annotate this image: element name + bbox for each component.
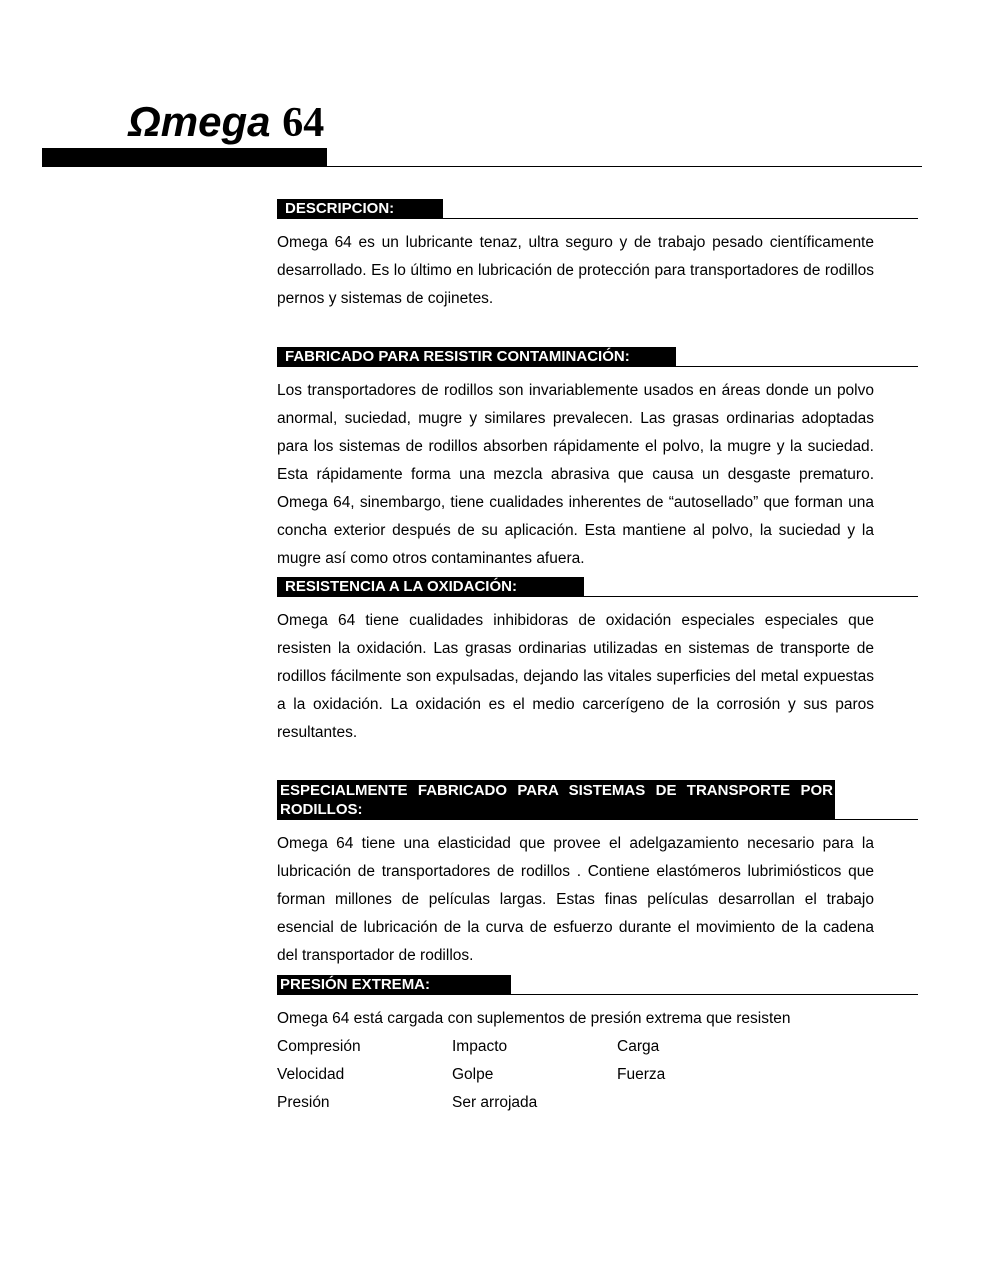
section-heading-label: RESISTENCIA A LA OXIDACIÓN: [277, 577, 584, 596]
list-item: Golpe [452, 1066, 494, 1083]
title-underline-bar [42, 148, 327, 167]
title-main: Ωmega [128, 98, 271, 145]
title-rule [327, 166, 922, 167]
title-number: 64 [282, 100, 325, 146]
section-heading-label: ESPECIALMENTE FABRICADO PARA SISTEMAS DE TRANSPORTE POR RODILLOS: [277, 780, 835, 819]
section-body-presion: Omega 64 está cargada con suplementos de presión extrema que resisten [277, 1010, 791, 1027]
section-heading-contaminacion [277, 347, 918, 367]
list-item: Carga [617, 1038, 660, 1055]
section-heading-oxidacion [277, 577, 918, 597]
section-heading-presion [277, 975, 918, 995]
list-item: Presión [277, 1094, 330, 1111]
list-item: Velocidad [277, 1066, 345, 1083]
section-body-descripcion: Omega 64 es un lubricante tenaz, ultra seguro y de trabajo pesado científicamente desarrollado. Es lo último en lubricación de protección para transportadores de rodillos pernos y sistemas de cojinetes. [277, 234, 874, 307]
list-item: Fuerza [617, 1066, 666, 1083]
section-heading-label: PRESIÓN EXTREMA: [277, 975, 511, 994]
section-body-transporte: Omega 64 tiene una elasticidad que provee el adelgazamiento necesario para la lubricación de transportadores de rodillos . Contiene elastómeros lubrimiósticos que forman millones de películas largas. Estas finas películas desarrollan el trabajo esencial de lubricación de la curva de esfuerzo durante el movimiento de la cadena del transportador de rodillos. [277, 835, 874, 964]
section-heading-descripcion [277, 199, 918, 219]
section-heading-label: DESCRIPCION: [277, 199, 443, 218]
list-item: Impacto [452, 1038, 508, 1055]
pressure-items-list [277, 1033, 797, 1117]
list-item: Ser arrojada [452, 1094, 538, 1111]
section-body-oxidacion: Omega 64 tiene cualidades inhibidoras de oxidación especiales especiales que resisten la oxidación. Las grasas ordinarias utilizadas en sistemas de transporte de rodillos fácilmente son expulsadas, dejando las vitales superficies del metal expuestas a la oxidación. La oxidación es el medio carcerígeno de la corrosión y sus paros resultantes. [277, 612, 874, 741]
section-heading-label: FABRICADO PARA RESISTIR CONTAMINACIÓN: [277, 347, 676, 366]
page-title [128, 96, 324, 149]
list-item: Compresión [277, 1038, 361, 1055]
section-heading-transporte [277, 780, 918, 820]
section-body-contaminacion: Los transportadores de rodillos son invariablemente usados en áreas donde un polvo anormal, suciedad, mugre y similares prevalecen. Las grasas ordinarias adoptadas para los sistemas de rodillos absorben rápidamente el polvo, la mugre y la suciedad. Esta rápidamente forma una mezcla abrasiva que causa un desgaste prematuro. Omega 64, sinembargo, tiene cualidades inherentes de “autosellado” que forman una concha exterior después de su aplicación. Esta mantiene al polvo, la suciedad y la mugre así como otros contaminantes afuera. [277, 382, 874, 567]
